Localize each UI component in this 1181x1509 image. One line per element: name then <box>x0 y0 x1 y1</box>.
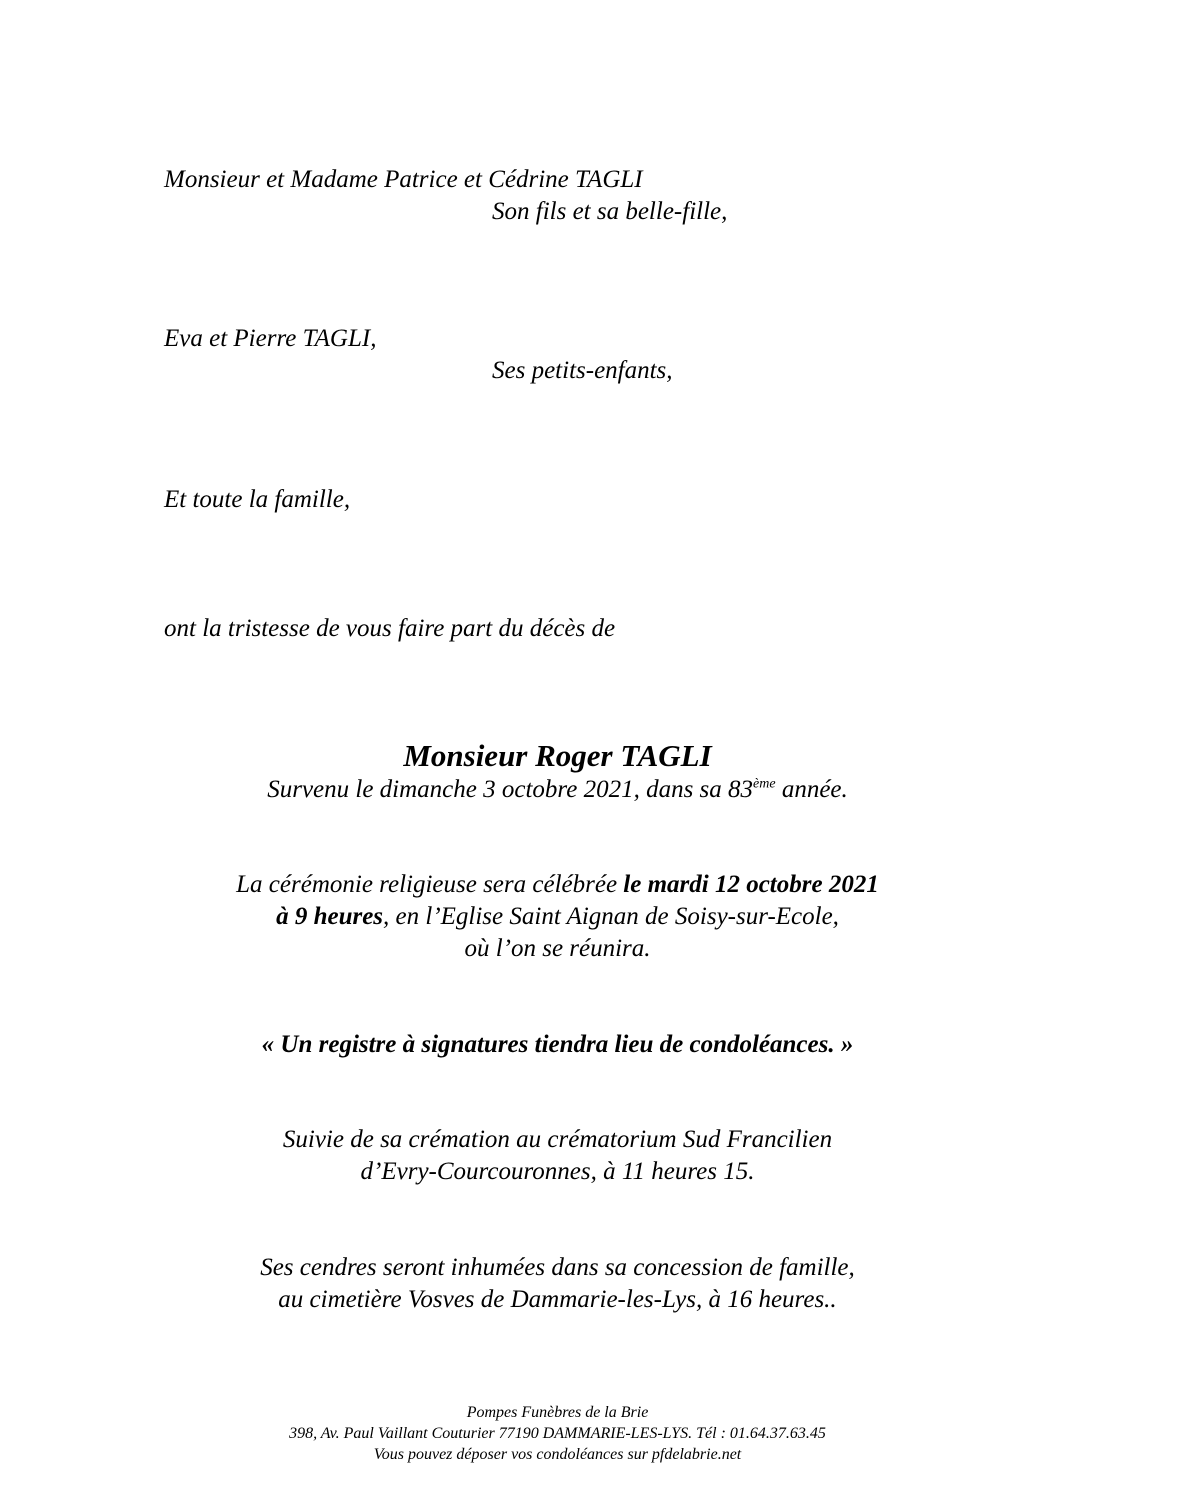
family-son-relation: Son fils et sa belle-fille, <box>492 198 728 225</box>
ashes-line-1: Ses cendres seront inhumées dans sa concession de famille, <box>260 1254 855 1281</box>
death-date-superscript: ème <box>753 776 776 792</box>
ashes-line-2: au cimetière Vosves de Dammarie-les-Lys, à 16 heures.. <box>278 1286 837 1313</box>
deceased-name: Monsieur Roger TAGLI <box>403 738 712 773</box>
ceremony-location: , en l’Eglise Saint Aignan de Soisy-sur-Ecole, <box>383 903 839 930</box>
ceremony-date: le mardi 12 octobre 2021 <box>623 871 879 898</box>
death-date-prefix: Survenu le dimanche 3 octobre 2021, dans sa 83 <box>267 776 754 803</box>
footer-company: Pompes Funèbres de la Brie <box>466 1404 649 1421</box>
family-son-names: Monsieur et Madame Patrice et Cédrine TAGLI <box>164 166 643 193</box>
register-note: « Un registre à signatures tiendra lieu de condoléances. » <box>261 1031 854 1058</box>
announcement-text: ont la tristesse de vous faire part du décès de <box>164 615 616 642</box>
ceremony-line-2 <box>0 901 1115 933</box>
family-grandchildren-relation: Ses petits-enfants, <box>492 357 673 384</box>
death-date-suffix: année. <box>775 776 848 803</box>
cremation-line-1: Suivie de sa crémation au crématorium Sud Francilien <box>282 1126 833 1153</box>
ceremony-line-3: où l’on se réunira. <box>464 935 651 962</box>
ceremony-intro: La cérémonie religieuse sera célébrée <box>236 871 624 898</box>
cremation-line-2: d’Evry-Courcouronnes, à 11 heures 15. <box>360 1158 755 1185</box>
footer-address: 398, Av. Paul Vaillant Couturier 77190 DAMMARIE-LES-LYS. Tél : 01.64.37.63.45 <box>289 1425 826 1442</box>
ceremony-time: à 9 heures <box>276 903 384 930</box>
death-date-line <box>0 774 1115 806</box>
ceremony-line-1 <box>0 869 1115 901</box>
footer-website-line: Vous pouvez déposer vos condoléances sur pfdelabrie.net <box>373 1446 742 1463</box>
family-grandchildren-names: Eva et Pierre TAGLI, <box>164 325 377 352</box>
family-all: Et toute la famille, <box>164 486 351 513</box>
